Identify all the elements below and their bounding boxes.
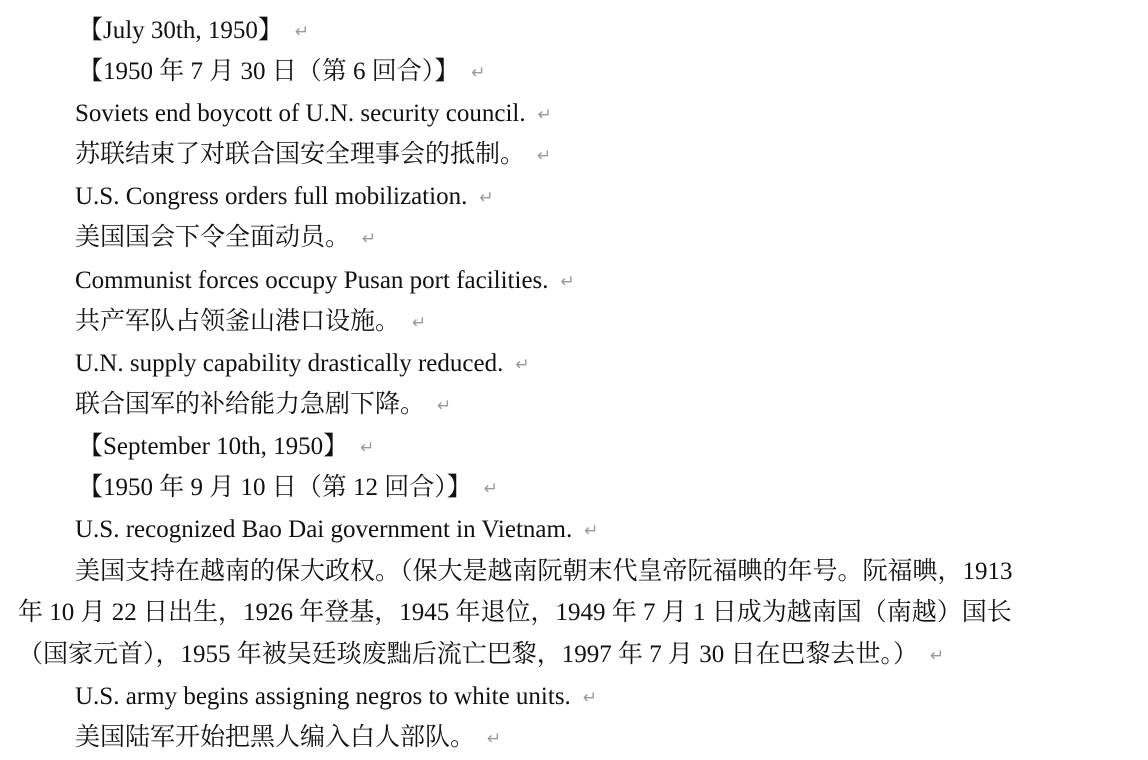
line-text: 美国国会下令全面动员。 — [75, 224, 351, 251]
paragraph-mark-icon: ↵ — [483, 479, 499, 499]
paragraph-mark-icon: ↵ — [437, 396, 452, 416]
date-heading-en — [78, 10, 309, 51]
line-text: 【1950 年 7 月 30 日（第 6 回合）】 — [78, 58, 460, 85]
line-text: 联合国军的补给能力急剧下降。 — [75, 391, 426, 418]
event-en — [75, 343, 530, 384]
paragraph-mark-icon: ↵ — [560, 272, 575, 292]
line-text: （国家元首），1955 年被吴廷琰废黜后流亡巴黎，1997 年 7 月 30 日在巴黎去世。） — [18, 641, 919, 668]
line-text: 苏联结束了对联合国安全理事会的抵制。 — [75, 141, 526, 168]
line-text: Communist forces occupy Pusan port facilities. — [75, 267, 549, 294]
event-zh-continued — [18, 592, 1012, 633]
event-en — [75, 93, 552, 134]
paragraph-mark-icon: ↵ — [930, 646, 945, 666]
event-zh-continued — [18, 634, 944, 675]
line-text: U.S. army begins assigning negros to white units. — [75, 683, 571, 710]
event-zh — [75, 551, 1013, 592]
event-en — [75, 260, 575, 301]
date-heading-en — [78, 426, 374, 467]
line-text: 年 10 月 22 日出生，1926 年登基，1945 年退位，1949 年 7 月 1 日成为越南国（南越）国长 — [18, 599, 1012, 626]
event-zh — [75, 301, 426, 342]
paragraph-mark-icon: ↵ — [294, 22, 310, 42]
date-heading-zh — [78, 467, 498, 508]
paragraph-mark-icon: ↵ — [537, 146, 552, 166]
line-text: 美国支持在越南的保大政权。（保大是越南阮朝末代皇帝阮福晪的年号。阮福晪，1913 — [75, 558, 1013, 585]
event-zh — [75, 384, 451, 425]
line-text: U.S. Congress orders full mobilization. — [75, 183, 468, 210]
event-en — [75, 676, 597, 717]
date-heading-zh — [78, 51, 486, 92]
event-zh — [75, 134, 551, 175]
paragraph-mark-icon: ↵ — [471, 63, 486, 83]
event-en — [75, 176, 494, 217]
line-text: Soviets end boycott of U.N. security council. — [75, 100, 526, 127]
paragraph-mark-icon: ↵ — [362, 229, 377, 249]
paragraph-mark-icon: ↵ — [360, 438, 375, 458]
paragraph-mark-icon: ↵ — [515, 355, 530, 375]
paragraph-mark-icon: ↵ — [582, 688, 598, 708]
line-text: 【September 10th, 1950】 — [78, 433, 349, 460]
event-zh — [75, 217, 376, 258]
line-text: U.N. supply capability drastically reduced. — [75, 350, 504, 377]
event-en — [75, 509, 598, 550]
line-text: U.S. recognized Bao Dai government in Vietnam. — [75, 516, 573, 543]
paragraph-mark-icon: ↵ — [537, 105, 552, 125]
paragraph-mark-icon: ↵ — [412, 313, 427, 333]
paragraph-mark-icon: ↵ — [487, 729, 502, 749]
line-text: 【1950 年 9 月 10 日（第 12 回合）】 — [78, 474, 472, 501]
line-text: 美国陆军开始把黑人编入白人部队。 — [75, 724, 476, 751]
line-text: 【July 30th, 1950】 — [78, 17, 283, 44]
line-text: 共产军队占领釜山港口设施。 — [75, 308, 401, 335]
paragraph-mark-icon: ↵ — [584, 521, 599, 541]
event-zh — [75, 717, 501, 758]
paragraph-mark-icon: ↵ — [479, 188, 494, 208]
